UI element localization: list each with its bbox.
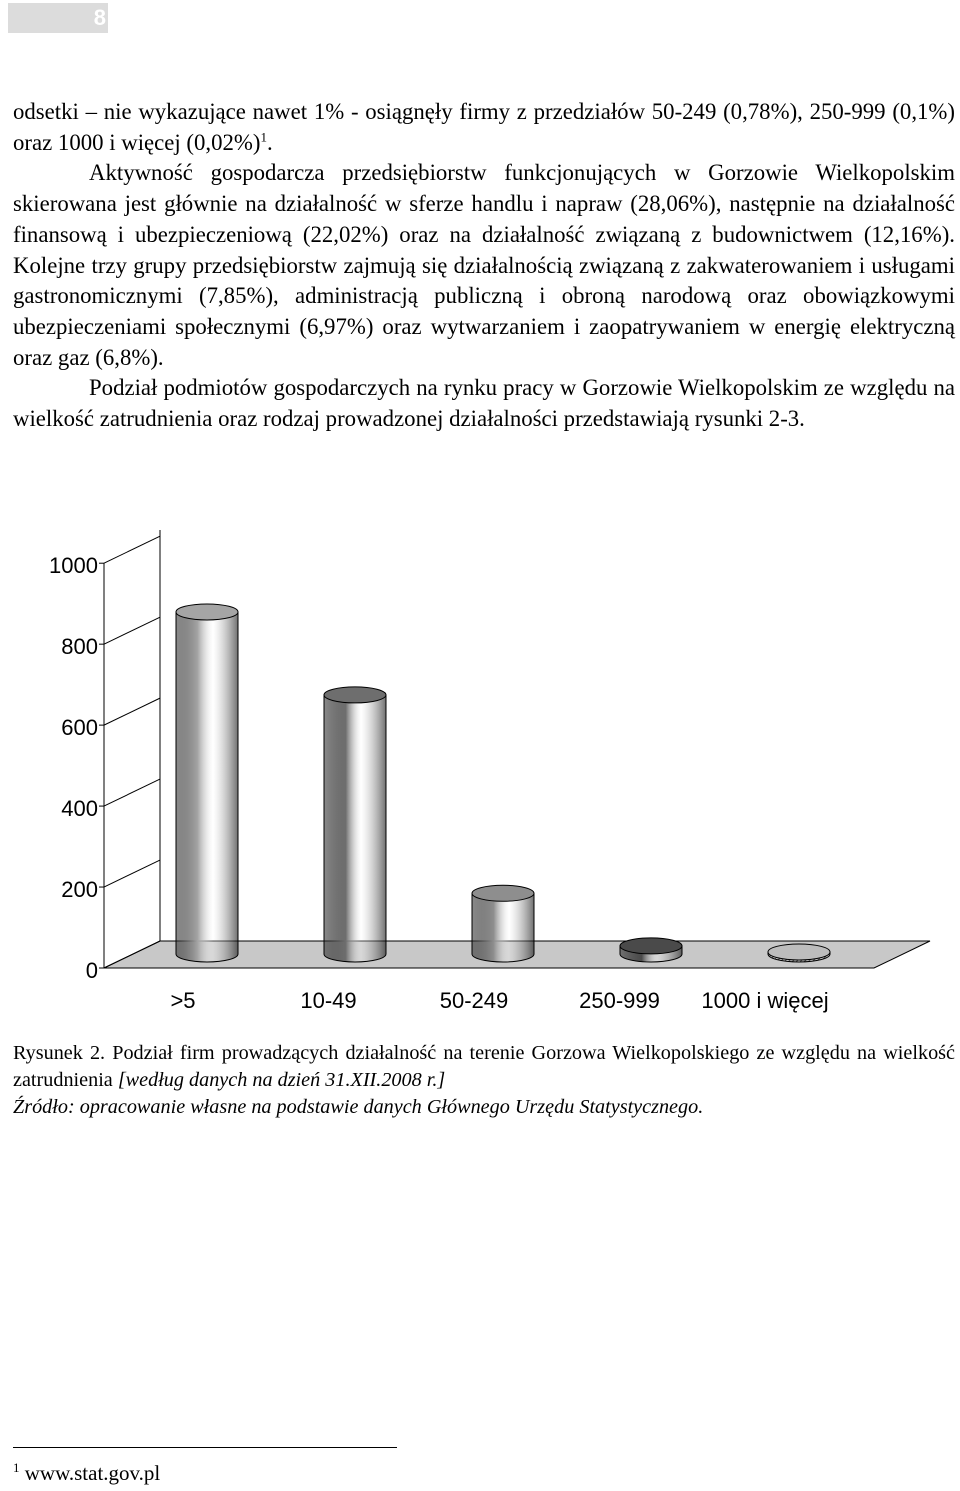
paragraph-3: Podział podmiotów gospodarczych na rynku pracy w Gorzowie Wielkopolskim ze względu na wielkość zatrudnienia oraz rodzaj prowadzonej działalności przedstawiają rysunki 2-3. [13, 375, 955, 432]
y-tick-label: 400 [61, 796, 98, 822]
y-tick-label: 1000 [49, 553, 98, 579]
y-tick-label: 200 [61, 877, 98, 903]
paragraph-1-end: . [267, 129, 273, 155]
x-tick-label: 1000 i więcej [701, 988, 829, 1013]
y-tick-label: 0 [85, 958, 98, 983]
bar-top [176, 604, 238, 620]
caption-label: Rysunek 2. Podział firm prowadzących działalność na terenie Gorzowa Wielkopolskiego ze względu na wielkość zatrudnienia [13, 1042, 955, 1091]
page-number: 8 [93, 5, 106, 30]
caption-line [13, 1040, 955, 1094]
bar [472, 893, 534, 962]
x-tick-label: 50-249 [439, 988, 509, 1013]
y-tick-label: 800 [61, 634, 98, 660]
y-tick-connector [104, 779, 160, 806]
bar-top [620, 938, 682, 954]
x-tick-label: 10-49 [300, 988, 357, 1013]
caption-source [13, 1094, 955, 1121]
paragraph-2: Aktywność gospodarcza przedsiębiorstw funkcjonujących w Gorzowie Wielkopolskim skierowana jest głównie na działalność w sferze handlu i napraw (28,06%), następnie na działalność finansową i ubezpieczeniową (22,02%) oraz na działalność związaną z budownictwem (12,16%). Kolejne trzy grupy przedsiębiorstw zajmują się działalnością związaną z zakwaterowaniem i usługami gastronomicznymi (7,85%), administracją publiczną i obroną narodową oraz obowiązkowymi ubezpieczeniami społecznymi (6,97%) oraz wytwarzaniem i zaopatrywaniem w energię elektryczną oraz gaz (6,8%). [13, 160, 955, 370]
caption-source-text: Źródło: opracowanie własne na podstawie danych Głównego Urzędu Statystycznego. [13, 1096, 704, 1118]
y-tick-label: 600 [61, 715, 98, 741]
y-tick-connector [104, 617, 160, 644]
footnote-ref[interactable]: 1 [260, 129, 268, 145]
x-tick-label: 250-999 [579, 988, 660, 1013]
bar [324, 695, 386, 962]
bar-top [768, 944, 830, 960]
footnote-number: 1 [13, 1460, 20, 1475]
figure-caption [13, 1040, 955, 1121]
bar [176, 612, 238, 962]
bar-top [324, 687, 386, 703]
y-tick-connector [104, 698, 160, 725]
x-tick-label: >5 [170, 988, 196, 1013]
paragraph-1-text: odsetki – nie wykazujące nawet 1% - osiągnęły firmy z przedziałów 50-249 (0,78%), 250-999 (0,1%) oraz 1000 i więcej (0,02%) [13, 99, 955, 155]
footnote [13, 1461, 160, 1486]
paragraph-1 [13, 97, 955, 158]
footnote-text[interactable]: www.stat.gov.pl [24, 1461, 161, 1485]
caption-date-note: [według danych na dzień 31.XII.2008 r.] [117, 1069, 446, 1091]
page-number-box [8, 3, 108, 33]
bar-top [472, 885, 534, 901]
y-tick-connector [104, 860, 160, 887]
body-text [13, 97, 955, 435]
y-tick-connector [104, 536, 160, 563]
bar-chart [0, 510, 960, 1030]
footnote-separator [13, 1447, 397, 1448]
